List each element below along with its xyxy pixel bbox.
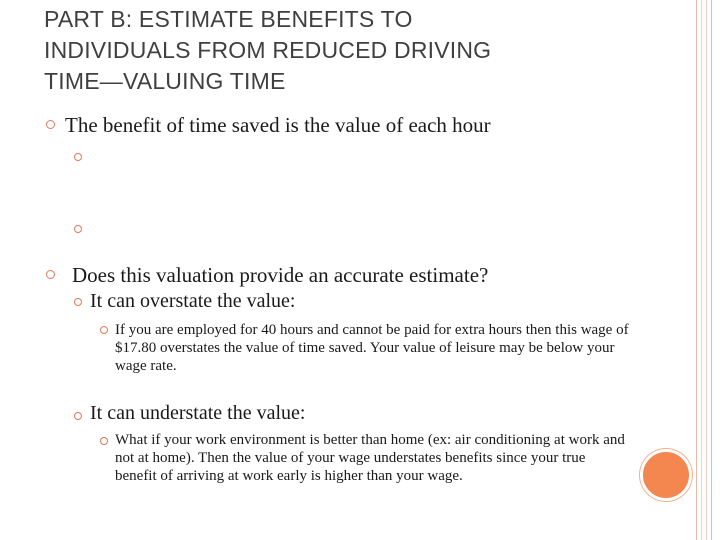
slide-title <box>44 4 644 97</box>
empty-sub-bullet-icon <box>74 153 82 161</box>
bullet-benefit-time: The benefit of time saved is the value of each hour <box>65 113 491 137</box>
detail-bullet-icon <box>100 326 108 334</box>
sub-bullet-overstate: It can overstate the value: <box>90 290 296 312</box>
bullet-marker-icon <box>46 270 55 279</box>
bullet-marker-icon <box>46 120 55 129</box>
sub-bullet-understate: It can understate the value: <box>90 402 306 424</box>
empty-sub-bullet-icon <box>74 225 82 233</box>
decorative-frame <box>696 0 712 540</box>
detail-overstate: If you are employed for 40 hours and cannot be paid for extra hours then this wage of $17.80 overstates the value of time saved. Your value of leisure may be below your wage rate. <box>115 322 629 374</box>
title-line-3: TIME—VALUING TIME <box>44 68 286 94</box>
bullet-accurate-estimate: Does this valuation provide an accurate estimate? <box>72 263 489 287</box>
sub-bullet-icon <box>74 412 82 420</box>
title-line-2: INDIVIDUALS FROM REDUCED DRIVING <box>44 37 492 63</box>
decorative-circle <box>640 449 692 501</box>
title-line-1: PART B: ESTIMATE BENEFITS TO <box>44 6 413 32</box>
sub-bullet-icon <box>74 298 82 306</box>
detail-understate: What if your work environment is better than home (ex: air conditioning at work and not at home). Then the value of your wage understates benefits since your true benefit of arriving at work early is higher than your wage. <box>115 432 625 484</box>
detail-bullet-icon <box>100 437 108 445</box>
